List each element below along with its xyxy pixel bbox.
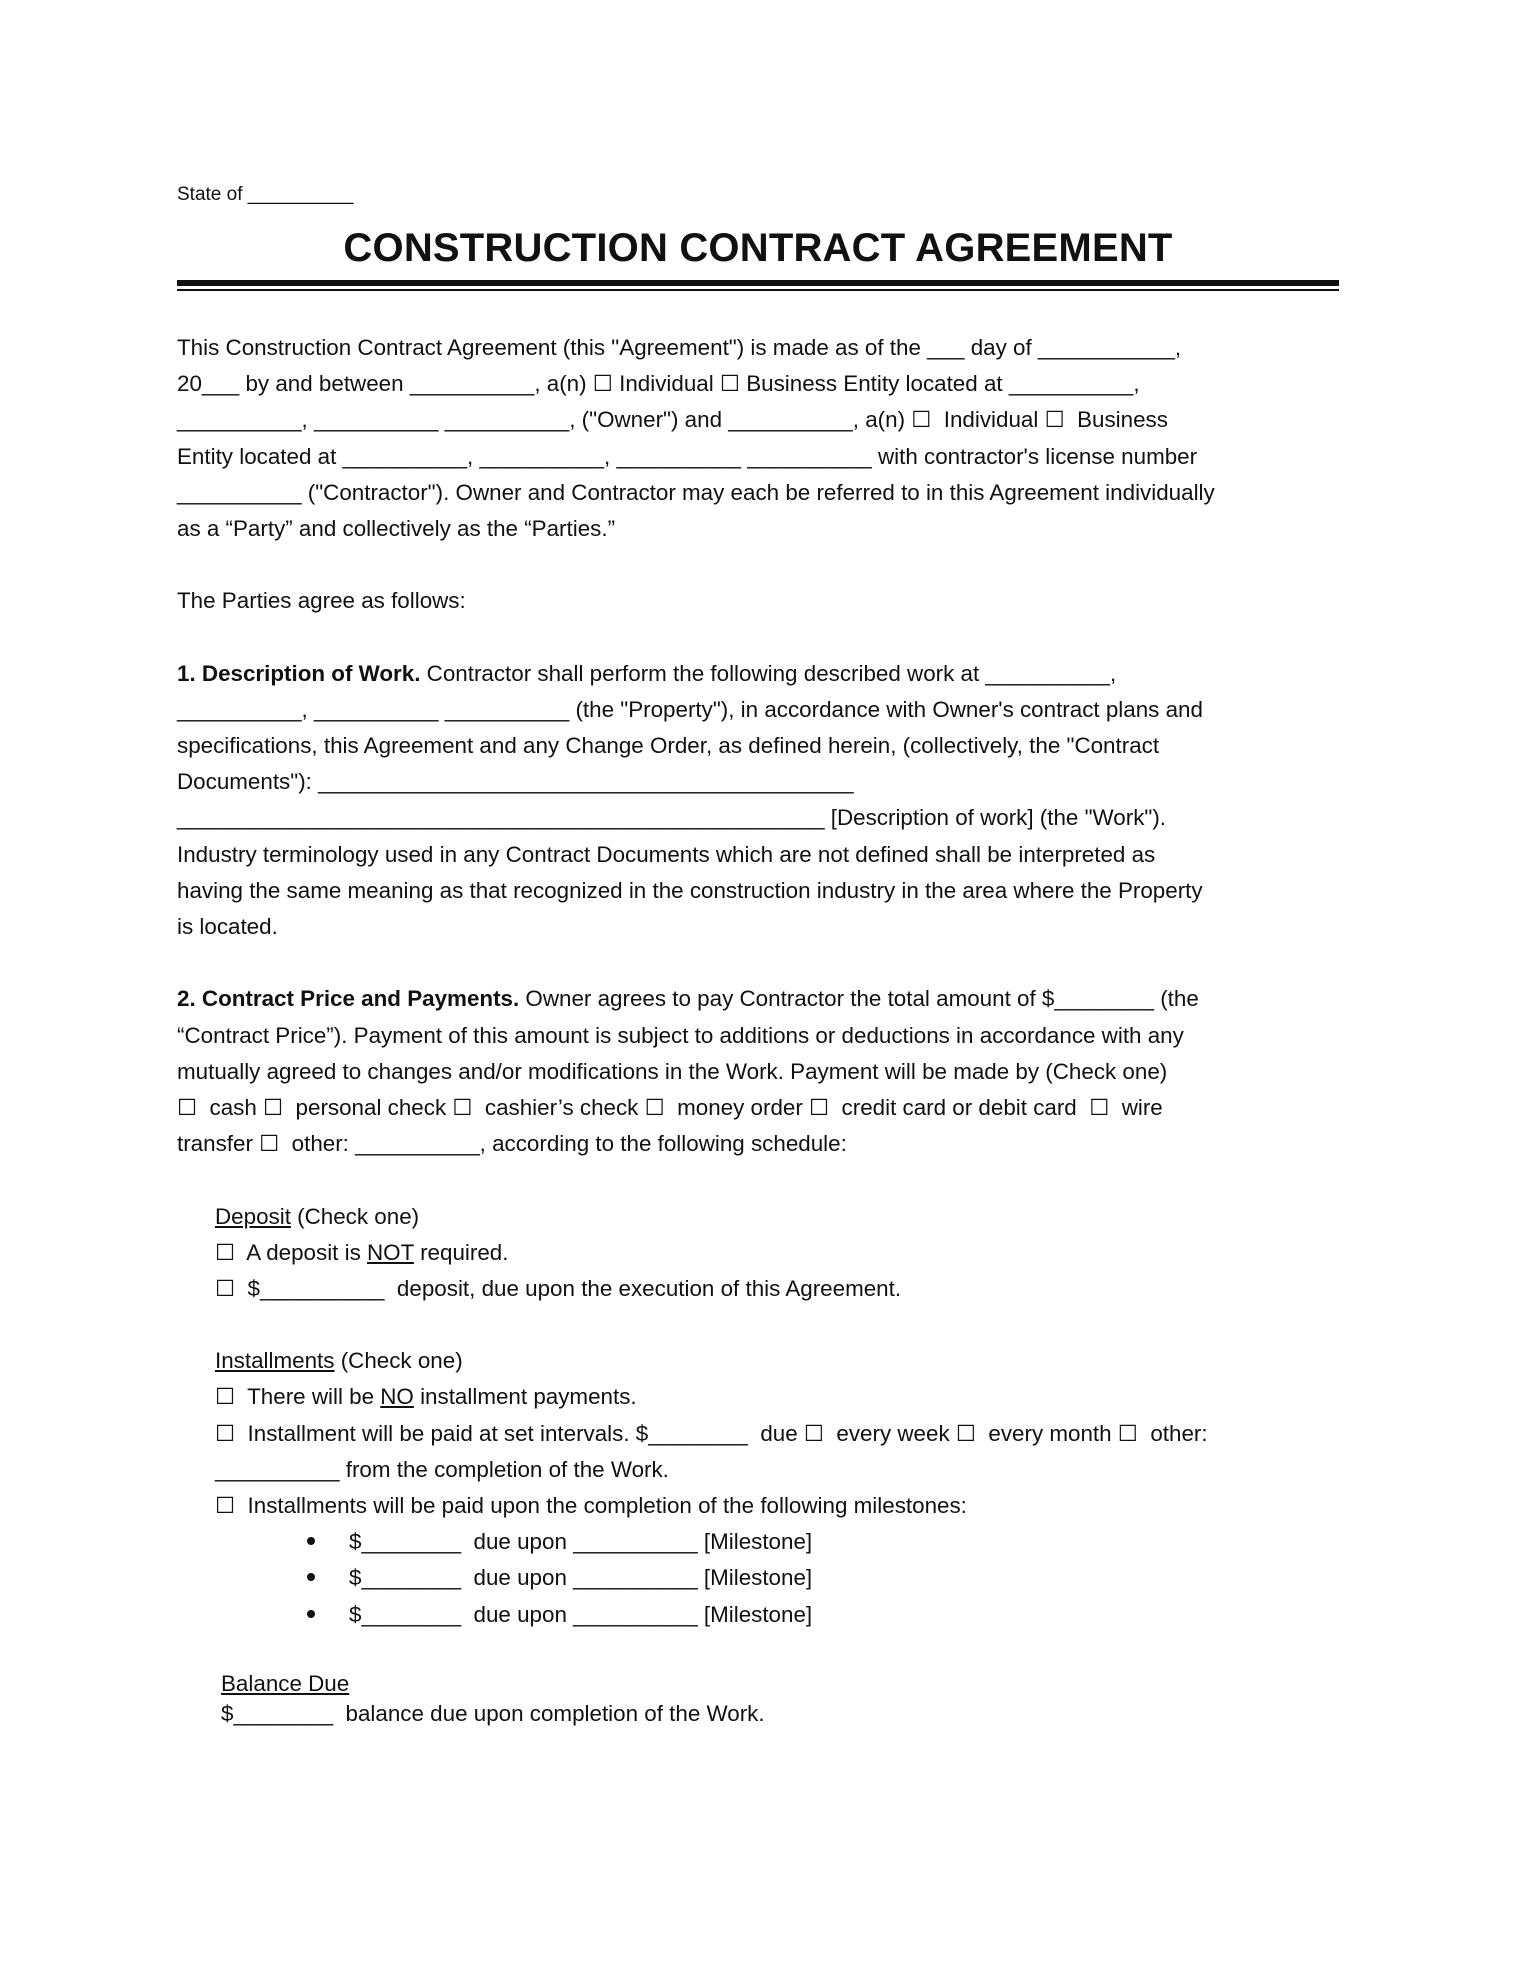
milestone-text: $________ due upon __________ [Milestone] bbox=[349, 1565, 813, 1591]
bullet-icon bbox=[307, 1610, 315, 1618]
section-1-first-line bbox=[177, 656, 1347, 692]
installments-option-1-text: ☐ There will be bbox=[215, 1384, 381, 1410]
deposit-heading: Deposit bbox=[215, 1203, 291, 1229]
title-rule bbox=[177, 280, 1339, 291]
deposit-heading-line bbox=[177, 1199, 1347, 1235]
balance-heading-line bbox=[177, 1669, 1347, 1699]
deposit-option-1-tail: required. bbox=[413, 1239, 509, 1265]
milestone-item bbox=[177, 1597, 1347, 1633]
intro-line: __________ ("Contractor"). Owner and Contractor may each be referred to in this Agreement individually bbox=[177, 479, 1215, 505]
bullet-icon bbox=[307, 1573, 315, 1581]
installments-option-1 bbox=[177, 1379, 1347, 1415]
deposit-block bbox=[177, 1199, 1347, 1308]
section-1-heading: 1. Description of Work. bbox=[177, 660, 421, 686]
installments-option-3: ☐ Installments will be paid upon the completion of the following milestones: bbox=[215, 1493, 967, 1518]
deposit-option-2: ☐ $__________ deposit, due upon the execution of this Agreement. bbox=[215, 1275, 902, 1301]
section-1-line: __________, __________ __________ (the "Property"), in accordance with Owner's contract plans and bbox=[177, 696, 1203, 722]
installments-option-2-cont: __________ from the completion of the Work. bbox=[215, 1456, 669, 1482]
section-1-line: specifications, this Agreement and any Change Order, as defined herein, (collectively, the "Contract bbox=[177, 733, 1160, 759]
installments-heading: Installments bbox=[215, 1348, 335, 1374]
section-2-line: “Contract Price”). Payment of this amount is subject to additions or deductions in accordance with any bbox=[177, 1022, 1184, 1048]
document-body bbox=[177, 330, 1347, 1729]
intro-line: __________, __________ __________, ("Owner") and __________, a(n) ☐ Individual ☐ Business bbox=[177, 407, 1168, 433]
deposit-heading-suffix: (Check one) bbox=[290, 1203, 420, 1229]
state-line: State of __________ bbox=[177, 184, 354, 205]
installments-option-2: ☐ Installment will be paid at set intervals. $________ due ☐ every week ☐ every month ☐ other: bbox=[215, 1420, 1208, 1446]
spacer bbox=[177, 547, 1347, 583]
milestone-text: $________ due upon __________ [Milestone] bbox=[349, 1529, 813, 1555]
balance-line: $________ balance due upon completion of the Work. bbox=[221, 1700, 765, 1726]
installments-option-1-tail: installment payments. bbox=[413, 1384, 637, 1410]
intro-line: 20___ by and between __________, a(n) ☐ Individual ☐ Business Entity located at __________, bbox=[177, 371, 1140, 397]
milestone-item bbox=[177, 1524, 1347, 1560]
spacer bbox=[177, 1307, 1347, 1343]
installments-heading-suffix: (Check one) bbox=[334, 1348, 463, 1374]
installments-heading-line bbox=[177, 1343, 1347, 1379]
section-1-line: Industry terminology used in any Contract Documents which are not defined shall be interpreted as bbox=[177, 841, 1156, 867]
spacer bbox=[177, 1162, 1347, 1198]
section-2-line: transfer ☐ other: __________, according to the following schedule: bbox=[177, 1131, 847, 1157]
section-1-text: Contractor shall perform the following described work at __________, bbox=[420, 660, 1117, 686]
installments-option-1-emphasis: NO bbox=[380, 1384, 414, 1410]
section-1-line: ____________________________________________________ [Description of work] (the "Work"). bbox=[177, 805, 1167, 831]
spacer bbox=[177, 945, 1347, 981]
milestone-text: $________ due upon __________ [Milestone] bbox=[349, 1601, 813, 1627]
deposit-option-1 bbox=[177, 1235, 1347, 1271]
spacer bbox=[177, 1633, 1347, 1669]
document-title: CONSTRUCTION CONTRACT AGREEMENT bbox=[343, 226, 1173, 270]
section-1-line: having the same meaning as that recognized in the construction industry in the area where the Property bbox=[177, 877, 1203, 903]
intro-paragraph bbox=[177, 330, 1347, 547]
section-2-line: mutually agreed to changes and/or modifications in the Work. Payment will be made by (Check one) bbox=[177, 1058, 1168, 1084]
deposit-option-1-text: ☐ A deposit is bbox=[215, 1239, 368, 1265]
deposit-option-1-emphasis: NOT bbox=[367, 1239, 414, 1265]
balance-heading: Balance Due bbox=[221, 1670, 350, 1696]
installments-block bbox=[177, 1343, 1347, 1633]
section-2-text: Owner agrees to pay Contractor the total amount of $________ (the bbox=[519, 986, 1199, 1012]
bullet-icon bbox=[307, 1537, 315, 1545]
section-2-first-line bbox=[177, 981, 1347, 1017]
section-1-line: Documents"): ___________________________________________ bbox=[177, 769, 854, 795]
agree-line: The Parties agree as follows: bbox=[177, 588, 466, 614]
intro-line: as a “Party” and collectively as the “Parties.” bbox=[177, 515, 616, 541]
section-1-paragraph bbox=[177, 656, 1347, 946]
section-2-heading: 2. Contract Price and Payments. bbox=[177, 986, 520, 1012]
spacer bbox=[177, 620, 1347, 656]
balance-block bbox=[177, 1669, 1347, 1729]
payment-methods-line: ☐ cash ☐ personal check ☐ cashier’s check ☐ money order ☐ credit card or debit card ☐ wire bbox=[177, 1094, 1163, 1120]
section-1-line: is located. bbox=[177, 914, 278, 939]
intro-line: This Construction Contract Agreement (this "Agreement") is made as of the ___ day of ___________, bbox=[177, 335, 1182, 360]
section-2-paragraph bbox=[177, 981, 1347, 1162]
intro-line: Entity located at __________, __________, __________ __________ with contractor's license number bbox=[177, 443, 1198, 469]
milestone-item bbox=[177, 1560, 1347, 1596]
